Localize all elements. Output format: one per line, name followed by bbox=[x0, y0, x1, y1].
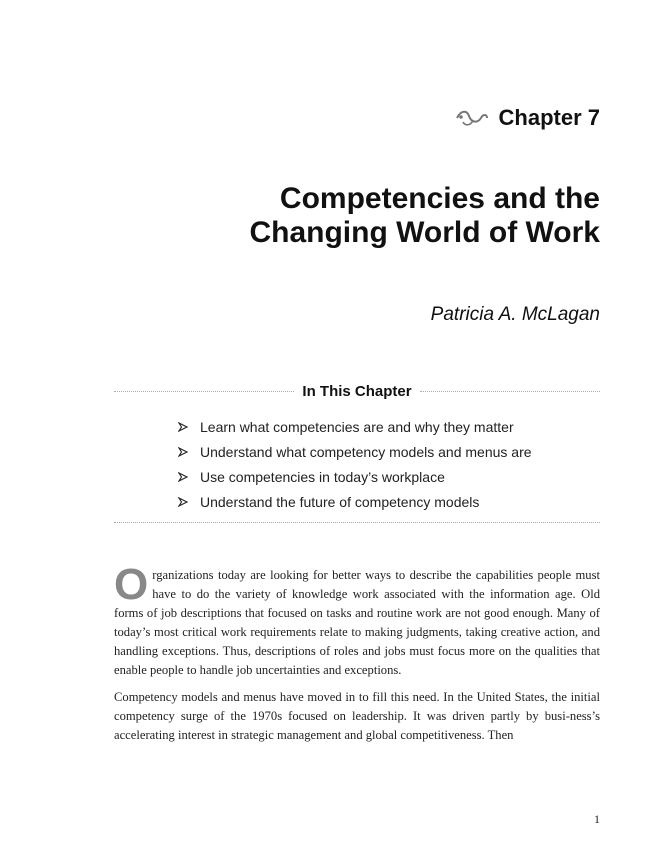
body-text bbox=[114, 560, 600, 753]
chapter-title bbox=[140, 182, 600, 250]
list-item bbox=[178, 414, 598, 439]
in-this-chapter-list bbox=[178, 414, 598, 514]
list-item bbox=[178, 439, 598, 464]
arrow-bullet-icon bbox=[178, 422, 188, 432]
page-number: 1 bbox=[594, 812, 600, 826]
list-item bbox=[178, 464, 598, 489]
list-item bbox=[178, 489, 598, 514]
divider-left bbox=[114, 391, 294, 392]
list-item-text: Understand the future of competency models bbox=[200, 493, 480, 510]
paragraph-1 bbox=[114, 560, 600, 680]
chapter-label bbox=[455, 105, 600, 131]
paragraph-2: Competency models and menus have moved in to fill this need. In the United States, the initial competency surge of the 1970s focused on leadership. It was driven partly by busi-ness’s accelerating interest in strategic management and global competitiveness. Then bbox=[114, 690, 600, 742]
drop-cap: O bbox=[114, 560, 149, 609]
in-this-chapter-header bbox=[114, 381, 600, 401]
list-item-text: Learn what competencies are and why they matter bbox=[200, 418, 514, 435]
in-this-chapter-bottom-divider bbox=[114, 522, 600, 523]
list-item-text: Understand what competency models and menus are bbox=[200, 443, 532, 460]
title-line-2: Changing World of Work bbox=[249, 216, 600, 249]
in-this-chapter-heading: In This Chapter bbox=[302, 382, 412, 400]
arrow-bullet-icon bbox=[178, 497, 188, 507]
list-item-text: Use competencies in today’s workplace bbox=[200, 468, 445, 485]
author-name: Patricia A. McLagan bbox=[430, 304, 600, 325]
arrow-bullet-icon bbox=[178, 447, 188, 457]
paragraph-1-text: rganizations today are looking for better ways to describe the capabilities people must have to do the variety of knowledge work associated with the information age. Old forms of job descriptions that focused on tasks and routine work are not good enough. Many of today’s most critical work requirements relate to making judgments, taking creative action, and handling exceptions. Thus, descriptions of roles and jobs must focus more on the qualities that enable people to handle job uncertainties and exceptions. bbox=[114, 568, 600, 677]
divider-right bbox=[420, 391, 600, 392]
title-line-1: Competencies and the bbox=[279, 182, 600, 215]
arrow-bullet-icon bbox=[178, 472, 188, 482]
chapter-number: Chapter 7 bbox=[498, 105, 600, 130]
fleuron-ornament-icon bbox=[455, 108, 489, 128]
